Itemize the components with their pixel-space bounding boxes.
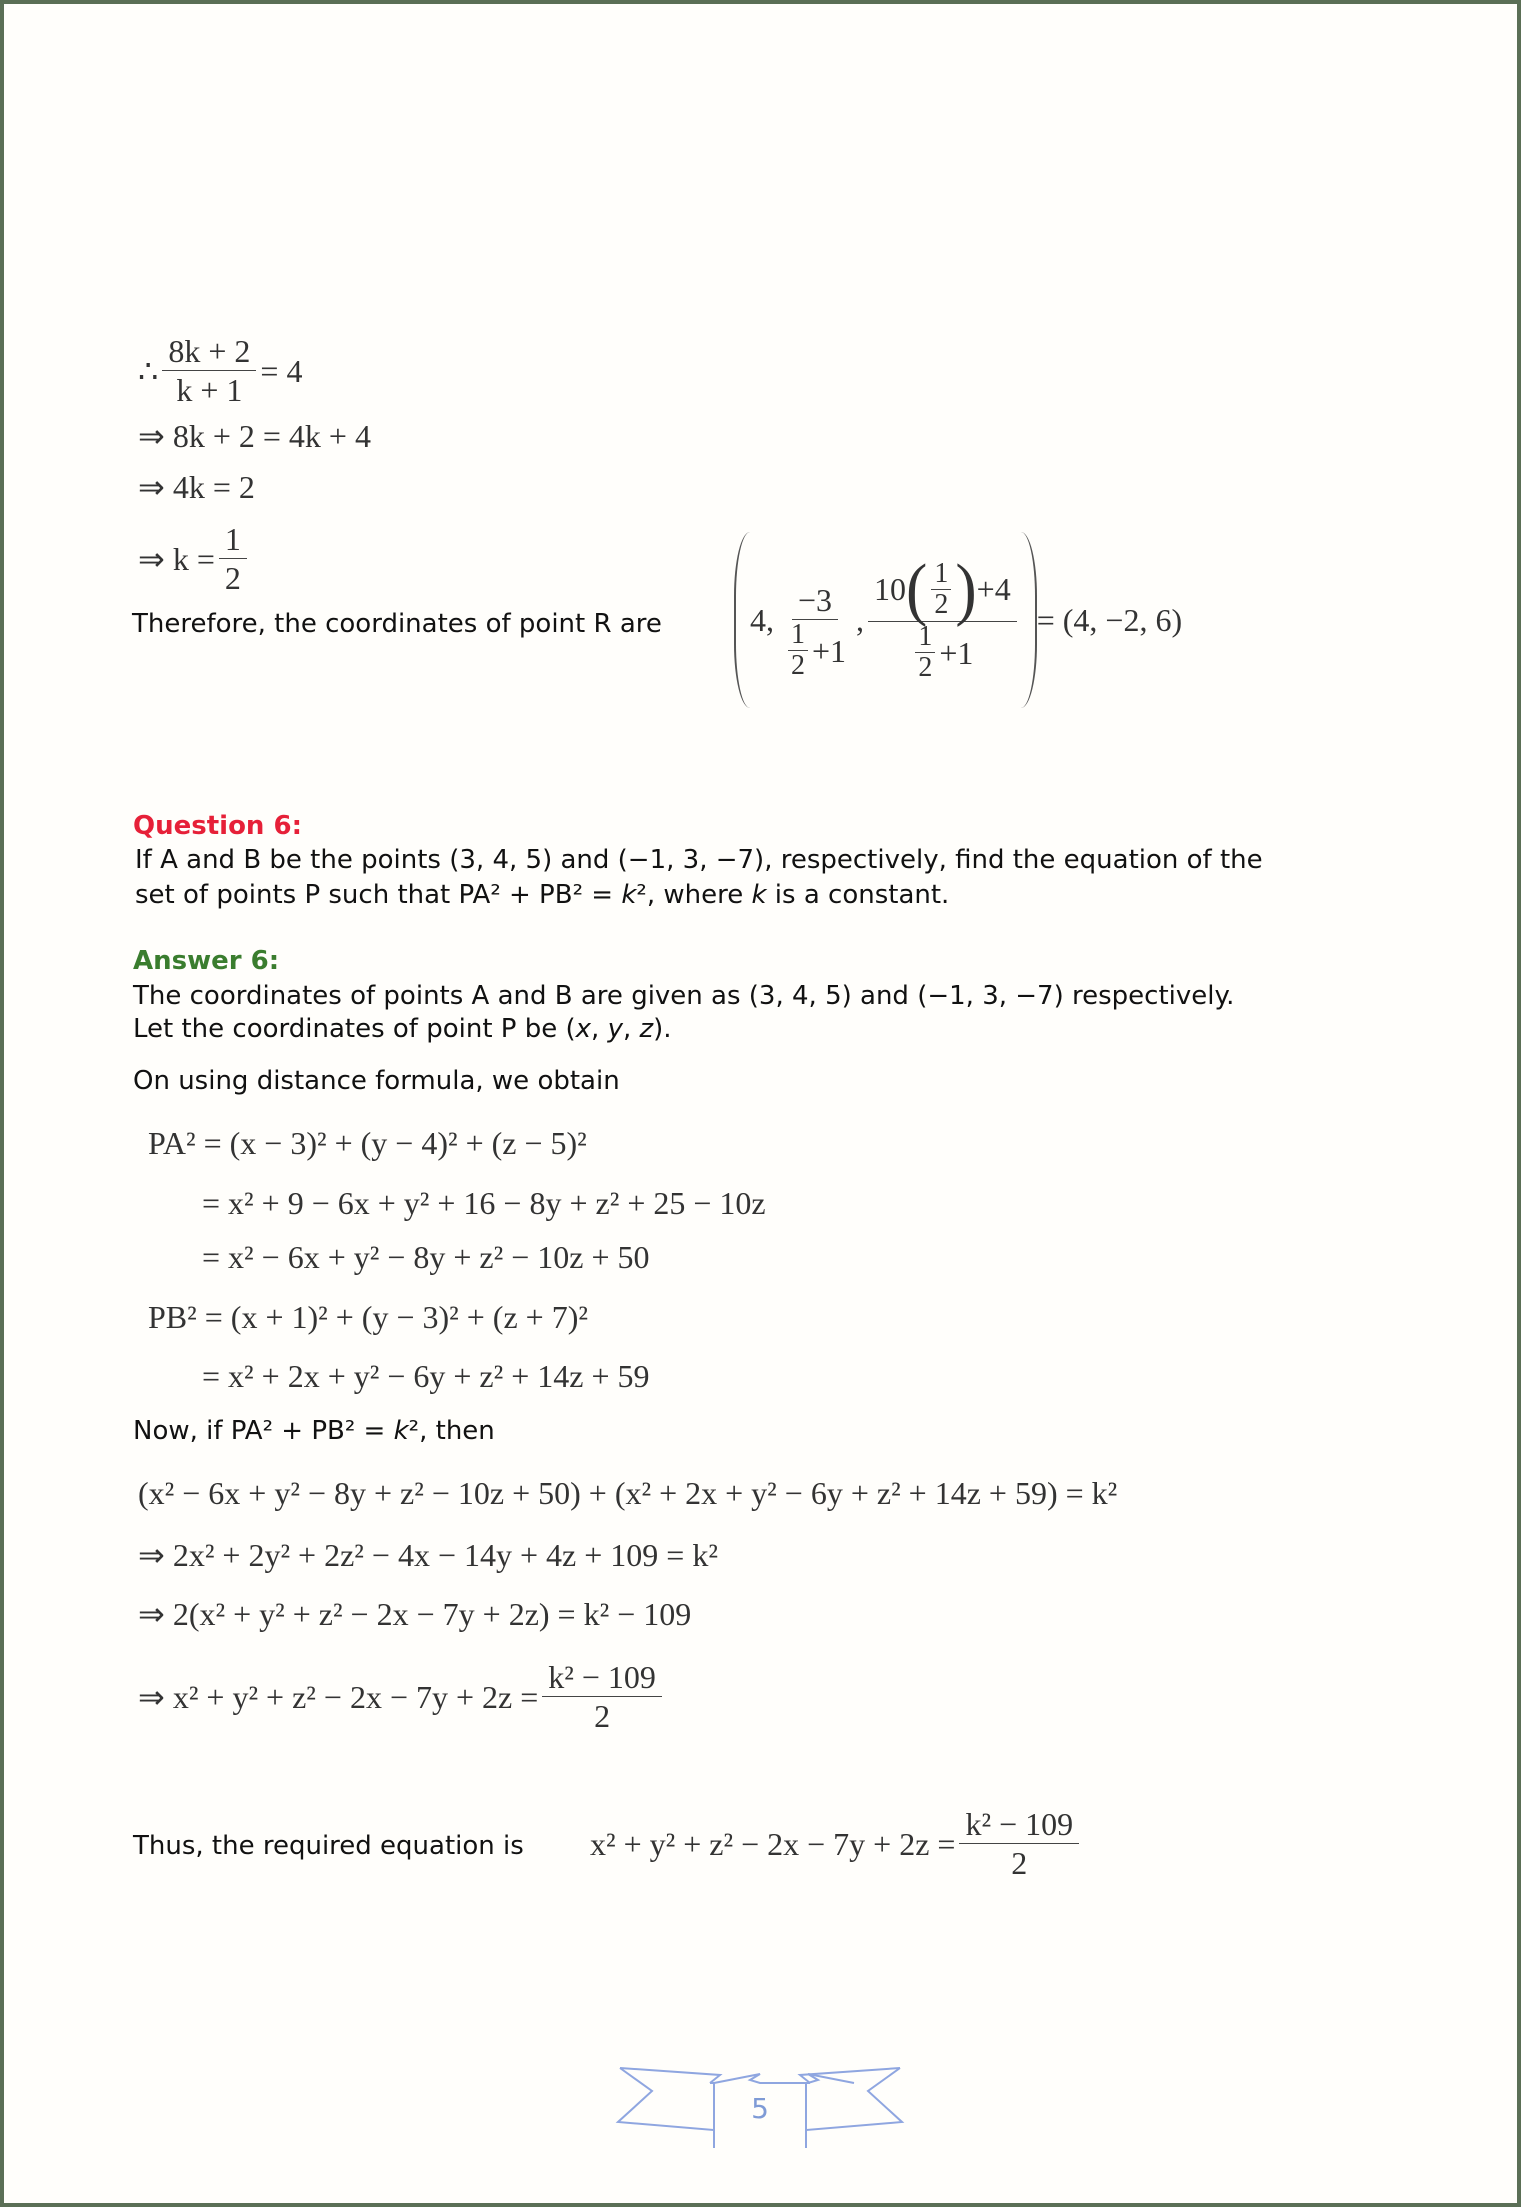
- thus-text: Thus, the required equation is: [133, 1831, 524, 1861]
- answer-line-2: [133, 1011, 672, 1047]
- therefore-symbol: ∴: [138, 352, 159, 389]
- expanded-equation: ⇒ 2x² + 2y² + 2z² − 4x − 14y + 4z + 109 = k²: [138, 1537, 718, 1573]
- comma: ,: [622, 1014, 640, 1044]
- fraction: [219, 520, 247, 597]
- ribbon-center-top: [714, 2074, 854, 2083]
- ribbon-left-top: [620, 2068, 720, 2083]
- factored-equation: ⇒ 2(x² + y² + z² − 2x − 7y + 2z) = k² − 109: [138, 1596, 692, 1632]
- var-z: z: [639, 1014, 654, 1044]
- denominator: [905, 622, 979, 683]
- fraction: [542, 1658, 662, 1735]
- answer-line-1: The coordinates of points A and B are given as (3, 4, 5) and (−1, 3, −7) respectively.: [133, 981, 1235, 1011]
- exponent: ²: [636, 880, 647, 910]
- step-4: [138, 520, 251, 597]
- var-y: y: [607, 1014, 623, 1044]
- coefficient: 10: [874, 571, 907, 607]
- left-paren: [734, 532, 750, 708]
- conclusion-text: Therefore, the coordinates of point R are: [132, 609, 662, 639]
- text: , then: [419, 1416, 495, 1446]
- text: Let the coordinates of point P be (: [133, 1014, 576, 1044]
- ribbon-right-tail: [806, 2068, 902, 2148]
- half-fraction: [788, 620, 808, 681]
- numerator: k² − 109: [959, 1805, 1079, 1844]
- plus-one: +1: [939, 634, 974, 671]
- step-3: ⇒ 4k = 2: [138, 469, 255, 505]
- y-fraction: [778, 581, 852, 681]
- text: , where: [646, 880, 752, 910]
- divided-equation: [138, 1658, 666, 1735]
- var-k: k: [621, 880, 637, 910]
- numerator: 8k + 2: [162, 332, 256, 371]
- equation-lhs: ⇒ k =: [138, 540, 215, 577]
- denominator: 2: [934, 588, 949, 620]
- denominator: [778, 620, 852, 681]
- fraction: [162, 332, 256, 409]
- answer-line-3: On using distance formula, we obtain: [133, 1066, 620, 1096]
- question-heading: Question 6:: [133, 811, 302, 841]
- point-r-expression: [734, 532, 1182, 708]
- pa-expansion: = x² + 9 − 6x + y² + 16 − 8y + z² + 25 − 10z: [202, 1185, 766, 1221]
- now-line: [133, 1413, 495, 1449]
- paren-open: (: [906, 549, 928, 628]
- denominator: 2: [594, 1698, 611, 1734]
- text: Now, if PA² + PB² =: [133, 1416, 394, 1446]
- fraction: [959, 1805, 1079, 1882]
- half-fraction: [931, 559, 951, 620]
- pa-squared-eq: PA² = (x − 3)² + (y − 4)² + (z − 5)²: [148, 1125, 587, 1161]
- denominator: 2: [1011, 1845, 1028, 1881]
- var-x: x: [575, 1014, 592, 1044]
- final-equation: [590, 1805, 1083, 1882]
- numerator: 1: [219, 520, 247, 559]
- var-k: k: [751, 880, 767, 910]
- comma: ,: [591, 1014, 608, 1044]
- denominator: 2: [224, 560, 241, 596]
- separator: ,: [856, 602, 865, 638]
- numerator: 1: [915, 622, 935, 653]
- ribbon-left-fold: [710, 2083, 714, 2148]
- right-paren: [1021, 532, 1037, 708]
- result: = (4, −2, 6): [1036, 602, 1183, 638]
- denominator: 2: [918, 652, 933, 683]
- numerator: k² − 109: [542, 1658, 662, 1697]
- x-coordinate: 4,: [750, 602, 774, 638]
- text: is a constant.: [766, 880, 950, 910]
- paren-close: ): [955, 549, 977, 628]
- half-fraction: [915, 622, 935, 683]
- denominator: 2: [791, 650, 805, 681]
- numerator: 1: [788, 620, 808, 651]
- pb-simplified: = x² + 2x + y² − 6y + z² + 14z + 59: [202, 1358, 650, 1394]
- pb-squared-eq: PB² = (x + 1)² + (y − 3)² + (z + 7)²: [148, 1299, 588, 1335]
- sum-equation: (x² − 6x + y² − 8y + z² − 10z + 50) + (x² + 2x + y² − 6y + z² + 14z + 59) = k²: [138, 1475, 1118, 1511]
- numerator: [868, 549, 1017, 628]
- text: ).: [653, 1014, 672, 1044]
- step-therefore: [138, 332, 302, 409]
- equation-rhs: = 4: [260, 352, 303, 389]
- denominator: k + 1: [176, 372, 243, 408]
- equation-lhs: x² + y² + z² − 2x − 7y + 2z =: [590, 1825, 956, 1862]
- var-k: k: [393, 1416, 409, 1446]
- pa-simplified: = x² − 6x + y² − 8y + z² − 10z + 50: [202, 1239, 650, 1275]
- answer-heading: Answer 6:: [133, 946, 280, 976]
- exponent: ²: [408, 1416, 420, 1446]
- question-line-2: [135, 877, 949, 913]
- z-fraction: [868, 549, 1017, 683]
- numerator: 1: [931, 559, 951, 590]
- ribbon-right-fold: [806, 2083, 810, 2148]
- step-2: ⇒ 8k + 2 = 4k + 4: [138, 418, 371, 454]
- plus-four: +4: [976, 571, 1011, 607]
- equation-lhs: ⇒ x² + y² + z² − 2x − 7y + 2z =: [138, 1678, 539, 1715]
- numerator: −3: [792, 581, 838, 620]
- ribbon-left-tail: [618, 2068, 714, 2148]
- text: set of points P such that PA² + PB² =: [135, 880, 622, 910]
- page-number: 5: [751, 2092, 769, 2125]
- question-line-1: If A and B be the points (3, 4, 5) and (−1, 3, −7), respectively, find the equation of the: [135, 845, 1263, 875]
- plus-one: +1: [812, 632, 847, 669]
